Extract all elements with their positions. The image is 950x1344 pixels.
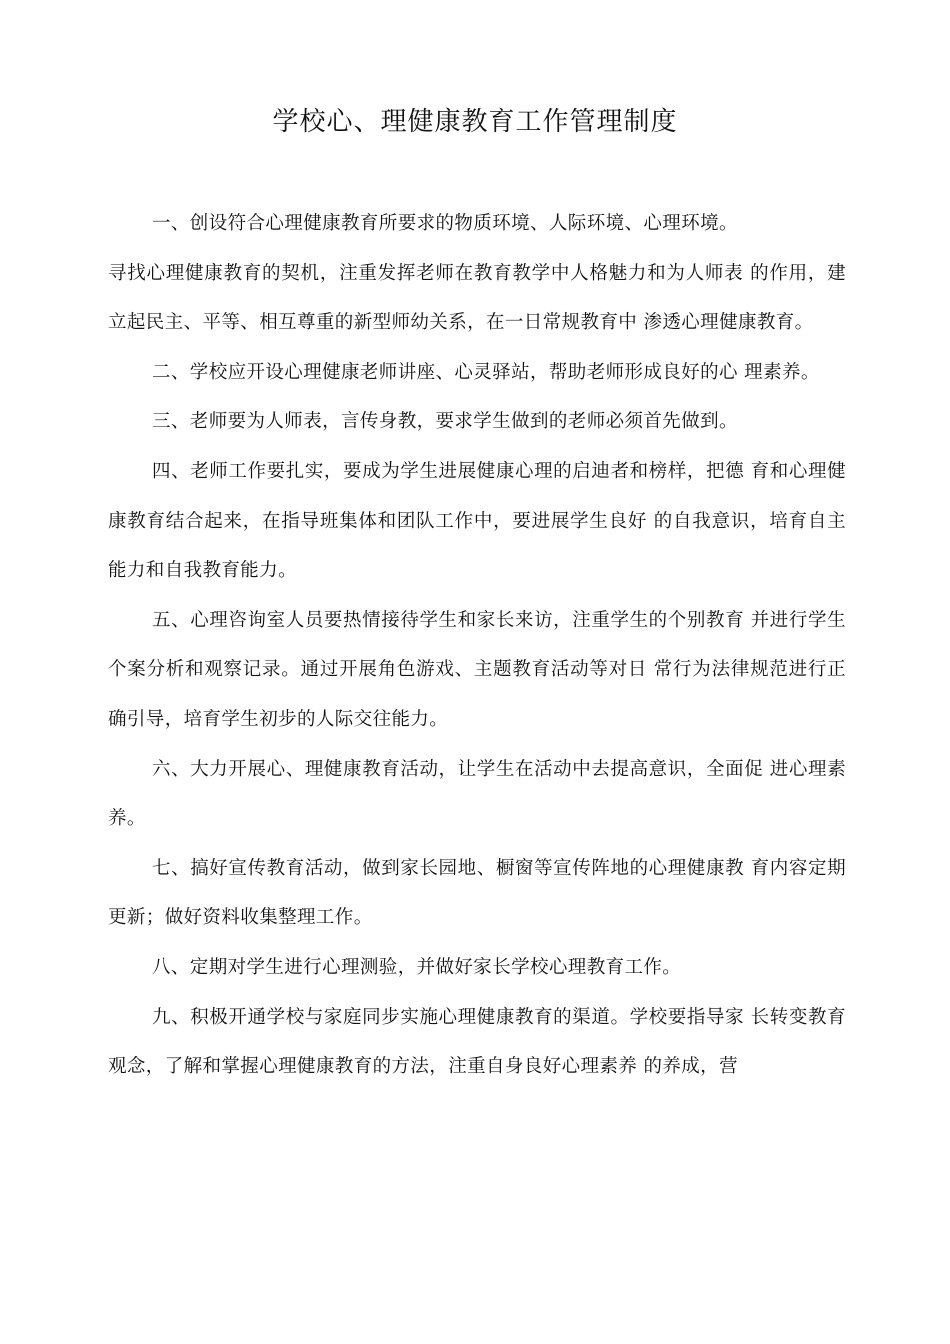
paragraph-1: 一、创设符合心理健康教育所要求的物质环境、人际环境、心理环境。 (152, 213, 738, 234)
paragraph-3: 二、学校应开设心理健康老师讲座、心灵驿站，帮助老师形成良好的心 理素养。 (152, 361, 820, 383)
paragraph-4: 三、老师要为人师表，言传身教，要求学生做到的老师必须首先做到。 (152, 411, 738, 433)
paragraph-7: 六、大力开展心、理健康教育活动，让学生在活动中去提高意识，全面促 进心理素养。 (108, 758, 846, 830)
document-title: 学校心、理健康教育工作管理制度 (272, 107, 678, 137)
document-body (108, 199, 846, 1092)
paragraph-9: 八、定期对学生进行心理测验，并做好家长学校心理教育工作。 (152, 956, 682, 978)
paragraph-5: 四、老师工作要扎实，要成为学生进展健康心理的启迪者和榜样，把德 育和心理健康教育结合起来，在指导班集体和团队工作中，要进展学生良好 的自我意识，培育自主能力和自我教育能力。 (108, 460, 846, 582)
paragraph-10: 九、积极开通学校与家庭同步实施心理健康教育的渠道。学校要指导家 长转变教育观念，了解和掌握心理健康教育的方法，注重自身良好心理素养 的养成，营 (108, 1006, 846, 1078)
paragraph-8: 七、搞好宣传教育活动，做到家长园地、橱窗等宣传阵地的心理健康教 育内容定期更新；做好资料收集整理工作。 (108, 857, 846, 929)
paragraph-2: 寻找心理健康教育的契机，注重发挥老师在教育教学中人格魅力和为人师表 的作用，建立起民主、平等、相互尊重的新型师幼关系，在一日常规教育中 渗透心理健康教育。 (108, 262, 846, 334)
paragraph-6: 五、心理咨询室人员要热情接待学生和家长来访，注重学生的个别教育 并进行学生个案分析和观察记录。通过开展角色游戏、主题教育活动等对日 常行为法律规范进行正确引导，培育学生初步的人际交往能力。 (108, 609, 846, 730)
